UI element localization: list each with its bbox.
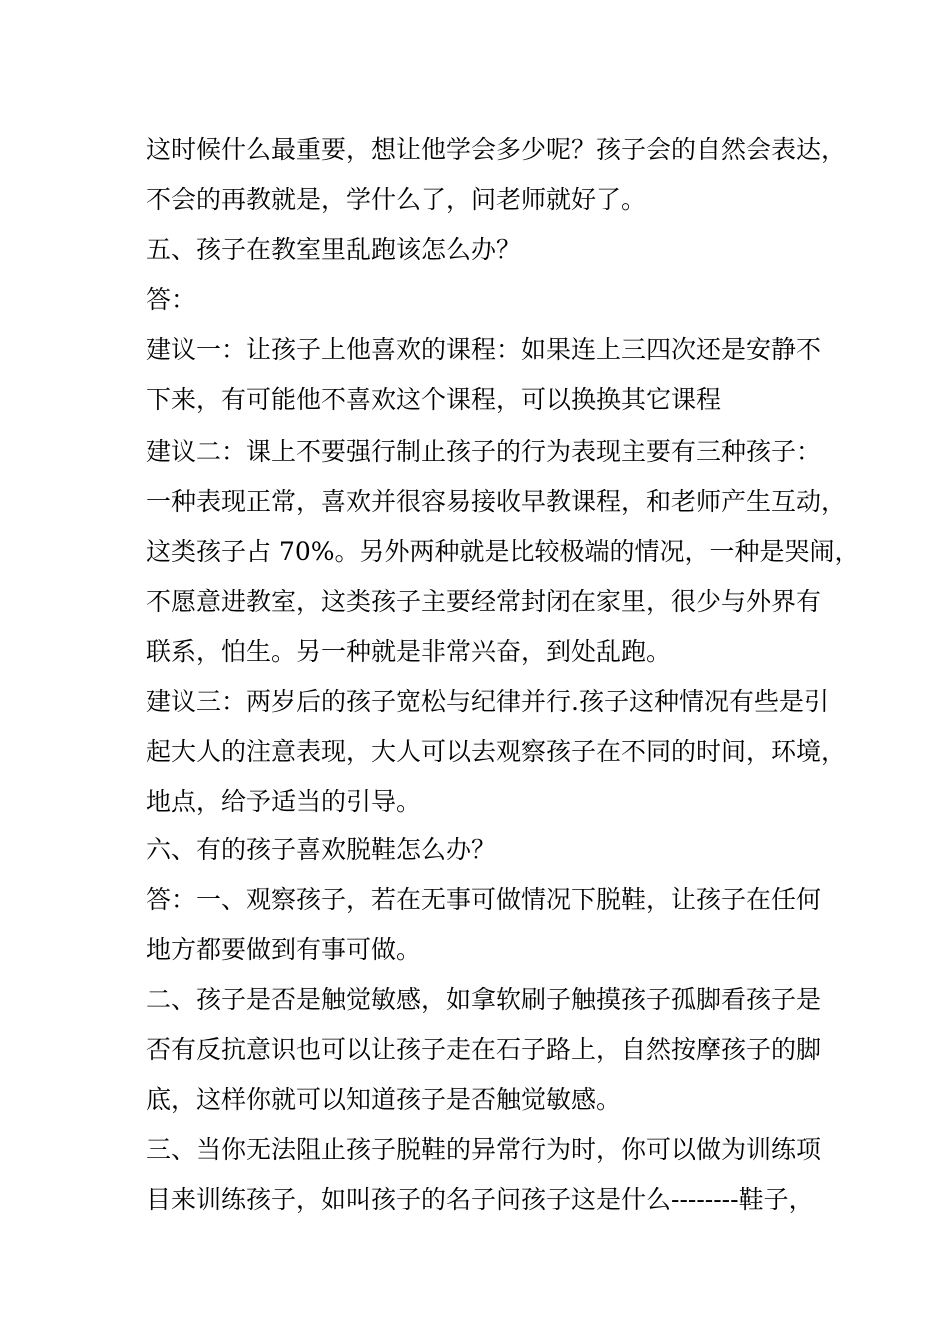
answer-label: 答：: [146, 285, 197, 314]
text-line: 不会的再教就是，学什么了，问老师就好了。: [146, 185, 647, 214]
text-line: 下来，有可能他不喜欢这个课程，可以换换其它课程: [146, 385, 722, 414]
text-line: 目来训练孩子，如叫孩子的名子问孩子这是什么--------鞋子，: [146, 1185, 814, 1214]
text-line: 否有反抗意识也可以让孩子走在石子路上，自然按摩孩子的脚: [146, 1035, 822, 1064]
section-heading: 五、孩子在教室里乱跑该怎么办？: [146, 235, 522, 264]
text-line: 一种表现正常，喜欢并很容易接收早教课程，和老师产生互动，: [146, 487, 847, 516]
text-line: 这时候什么最重要，想让他学会多少呢？孩子会的自然会表达，: [146, 135, 847, 164]
text-line: 答：一、观察孩子，若在无事可做情况下脱鞋，让孩子在任何: [146, 885, 822, 914]
text-line: 底，这样你就可以知道孩子是否触觉敏感。: [146, 1085, 622, 1114]
text-line: 三、当你无法阻止孩子脱鞋的异常行为时，你可以做为训练项: [146, 1135, 822, 1164]
text-line: 二、孩子是否是触觉敏感，如拿软刷子触摸孩子孤脚看孩子是: [146, 985, 822, 1014]
text-line: 起大人的注意表现，大人可以去观察孩子在不同的时间，环境，: [146, 737, 847, 766]
text-line: 建议一：让孩子上他喜欢的课程：如果连上三四次还是安静不: [146, 335, 822, 364]
text-line: 这类孩子占 70%。另外两种就是比较极端的情况，一种是哭闹，: [146, 537, 860, 566]
text-line: 建议二：课上不要强行制止孩子的行为表现主要有三种孩子：: [146, 437, 822, 466]
text-line: 建议三：两岁后的孩子宽松与纪律并行.孩子这种情况有些是引: [146, 687, 829, 716]
text-line: 不愿意进教室，这类孩子主要经常封闭在家里，很少与外界有: [146, 587, 822, 616]
text-line: 地方都要做到有事可做。: [146, 935, 422, 964]
text-line: 地点，给予适当的引导。: [146, 787, 422, 816]
text-line: 联系，怕生。另一种就是非常兴奋，到处乱跑。: [146, 637, 672, 666]
section-heading: 六、有的孩子喜欢脱鞋怎么办？: [146, 835, 497, 864]
